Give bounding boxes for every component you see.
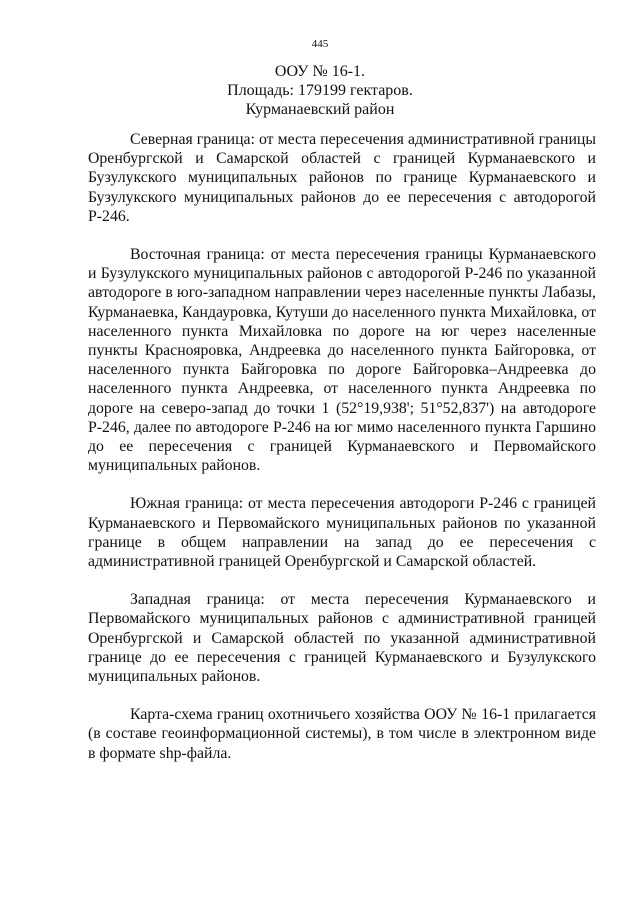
heading-title: ООУ № 16-1. xyxy=(274,63,366,80)
document-body xyxy=(88,130,596,782)
paragraph-west-border: Западная граница: от места пересечения Курманаевского и Первомайского муниципальных районов с административной границей Оренбургской и Самарской областей по указанной административной границе до ее пересечения с границей Курманаевского и Бузулукского муниципальных районов. xyxy=(88,591,596,686)
heading-area: Площадь: 179199 гектаров. xyxy=(227,82,413,99)
paragraph-east-border: Восточная граница: от места пересечения границы Курманаевского и Бузулукского муниципальных районов с автодорогой Р-246 по указанной автодороге в юго-западном направлении через населенные пункты Лабазы, Курманаевка, Кандауровка, Кутуши до населенного пункта Михайловка, от населенного пункта Михайловка по дороге на юг через населенные пункты Краснояровка, Андреевка до населенного пункта Байгоровка, от населенного пункта Байгоровка по дороге Байгоровка–Андреевка до населенного пункта Андреевка, от населенного пункта Андреевка по дороге на северо-запад до точки 1 (52°19,938'; 51°52,837') на автодороге Р-246, далее по автодороге Р-246 на юг мимо населенного пункта Гаршино до ее пересечения с границей Курманаевского и Первомайского муниципальных районов. xyxy=(88,246,596,475)
paragraph-south-border: Южная граница: от места пересечения автодороги Р-246 с границей Курманаевского и Первомайского муниципальных районов по указанной границе в общем направлении на запад до ее пересечения с административной границей Оренбургской и Самарской областей. xyxy=(88,495,596,571)
paragraph-north-border: Северная граница: от места пересечения административной границы Оренбургской и Самарской областей с границей Курманаевского и Бузулукского муниципальных районов по границе Курманаевского и Бузулукского муниципальных районов до ее пересечения с автодорогой Р-246. xyxy=(88,131,596,225)
page-number: 445 xyxy=(311,38,329,50)
document-heading xyxy=(0,62,640,119)
paragraph-map-note: Карта-схема границ охотничьего хозяйства ООУ № 16-1 прилагается (в составе геоинформационной системы), в том числе в электронном виде в формате shp-файла. xyxy=(88,706,596,762)
heading-district: Курманаевский район xyxy=(245,101,395,118)
